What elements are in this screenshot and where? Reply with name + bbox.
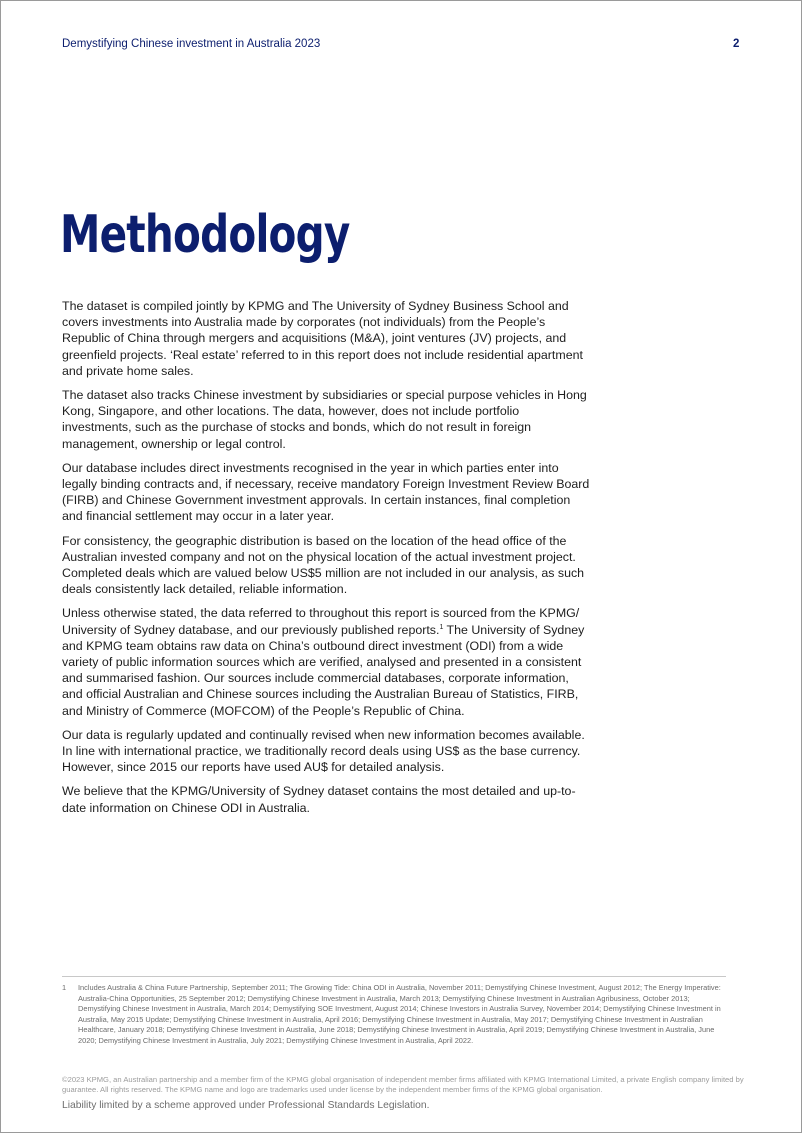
header-title: Demystifying Chinese investment in Australia 2023 (62, 38, 321, 50)
footnote-divider (62, 976, 726, 977)
copyright-notice: ©2023 KPMG, an Australian partnership and a member firm of the KPMG global organisation of independent member firms affiliated with KPMG International Limited, a private English company limited by guarantee. All rights reserved. The KPMG name and logo are trademarks used under license by the independent member firms of the KPMG global organisation. (62, 1075, 744, 1095)
footnote-text: Includes Australia & China Future Partnership, September 2011; The Growing Tide: China ODI in Australia, November 2011; Demystifying Chinese Investment, August 2012; The Energy Imperative: Australia-China Opportunities, 25 September 2012; Demystifying Chinese Investment in Australia, March 2013; Demystifying Chinese Investment in Australian Agribusiness, October 2013; Demystifying Chinese Investment in Australia, March 2014; Demystifying SOE Investment, August 2014; Chinese Investors in Australia Survey, November 2014; Demystifying Chinese Investment in Australia, May 2015 Update; Demystifying Chinese Investment in Australia, April 2016; Demystifying Chinese Investment in Australia, May 2017; Demystifying Chinese Investment in Australian Healthcare, January 2018; Demystifying Chinese Investment in Australia, June 2018; Demystifying Chinese Investment in Australia, April 2019; Demystifying Chinese Investment in Australia, June 2020; Demystifying Chinese Investment in Australia, July 2021; Demystifying Chinese Investment in Australia, April 2022. (78, 983, 721, 1045)
paragraph-5-text-a: Unless otherwise stated, the data referred to throughout this report is sourced from the KPMG/ University of Sydney database, and our previously published reports. (62, 606, 580, 637)
footnote-number: 1 (62, 983, 67, 992)
liability-notice: Liability limited by a scheme approved under Professional Standards Legislation. (62, 1100, 430, 1111)
paragraph-1: The dataset is compiled jointly by KPMG and The University of Sydney Business School and covers investments into Australia made by corporates (not individuals) from the People’s Republic of China through mergers and acquisitions (M&A), joint ventures (JV) projects, and greenfield projects. ‘Real estate’ referred to in this report does not include residential apartment and private home sales. (62, 299, 583, 378)
paragraph-6: Our data is regularly updated and continually revised when new information becomes available. In line with international practice, we traditionally record deals using US$ as the base currency. However, since 2015 our reports have used AU$ for detailed analysis. (62, 727, 585, 775)
paragraph-7: We believe that the KPMG/University of Sydney dataset contains the most detailed and up-to-date information on Chinese ODI in Australia. (62, 784, 576, 815)
body-text (62, 298, 592, 824)
paragraph-5-text-b: The University of Sydney and KPMG team obtains raw data on China’s outbound direct investment (ODI) from a wide variety of public information sources which are verified, analysed and presented in a consistent and summarised fashion. Our sources include commercial databases, corporate information, and official Australian and Chinese sources including the Australian Bureau of Statistics, FIRB, and Ministry of Commerce (MOFCOM) of the People’s Republic of China. (62, 622, 585, 718)
footnote (62, 983, 726, 1047)
page-number: 2 (733, 38, 740, 50)
paragraph-4: For consistency, the geographic distribution is based on the location of the head office of the Australian invested company and not on the physical location of the actual investment project. Completed deals which are valued below US$5 million are not included in our analysis, as such deals consistently lack detailed, reliable information. (62, 533, 585, 597)
paragraph-5 (62, 605, 592, 718)
paragraph-2: The dataset also tracks Chinese investment by subsidiaries or special purpose vehicles in Hong Kong, Singapore, and other locations. The data, however, does not include portfolio investments, such as the purchase of stocks and bonds, which do not result in foreign management, ownership or legal control. (62, 388, 587, 451)
paragraph-3: Our database includes direct investments recognised in the year in which parties enter into legally binding contracts and, if necessary, receive mandatory Foreign Investment Review Board (FIRB) and Chinese Government investment approvals. In certain instances, final completion and financial settlement may occur in a later year. (62, 460, 590, 524)
page-title: Methodology (60, 205, 350, 265)
footnote-reference[interactable]: 1 (439, 623, 444, 631)
